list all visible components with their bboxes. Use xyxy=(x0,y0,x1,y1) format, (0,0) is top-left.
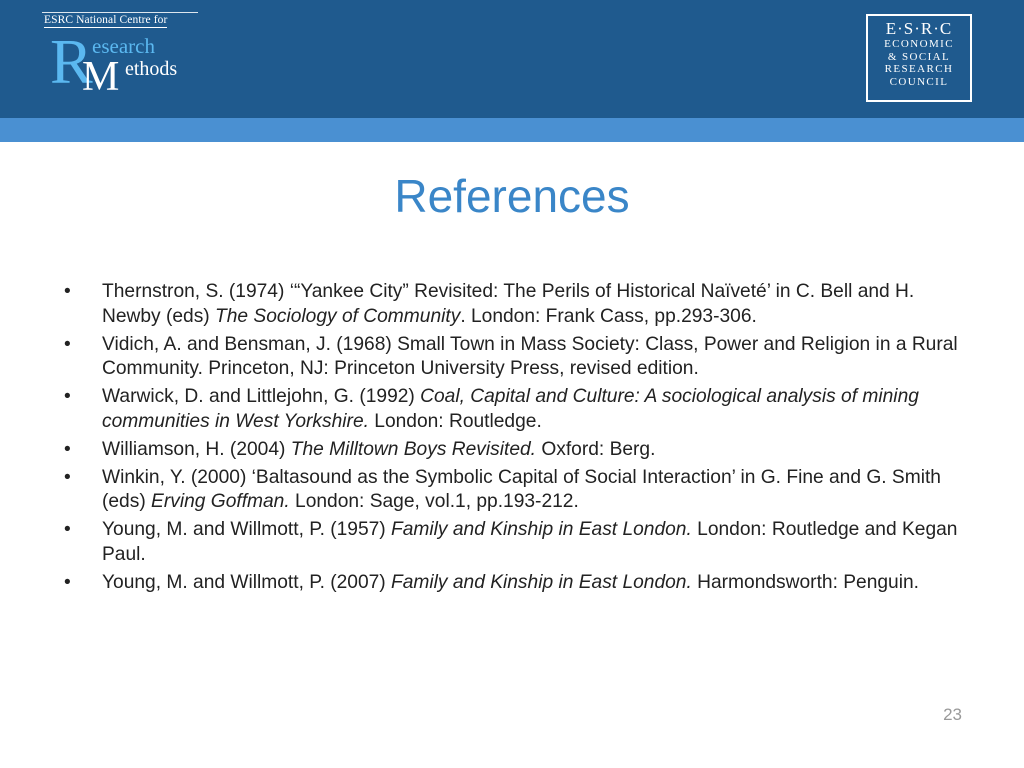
header-stripe xyxy=(0,118,1024,142)
reference-text: Vidich, A. and Bensman, J. (1968) Small Town in Mass Society: Class, Power and Religion in a Rural Community. Princeton, NJ: Princeton University Press, revised edition. xyxy=(102,333,958,379)
reference-text: Young, M. and Willmott, P. (1957) xyxy=(102,519,392,540)
reference-item xyxy=(64,280,966,329)
reference-item xyxy=(64,571,966,596)
ncrm-logo-m: M xyxy=(82,54,120,100)
ncrm-logo xyxy=(42,12,202,102)
reference-item xyxy=(64,333,966,382)
reference-text: Thernstron, S. (1974) ‘“Yankee City” Revisited: The Perils of Historical Naïveté’ in C. Bell and H. Newby (eds) xyxy=(102,281,915,327)
bullet-marker: • xyxy=(64,571,71,593)
bullet-marker: • xyxy=(64,281,71,302)
bullet-marker: • xyxy=(64,466,71,488)
slide-title: References xyxy=(394,170,630,222)
reference-text: Williamson, H. (2004) xyxy=(102,438,291,460)
reference-publisher: London: Routledge. xyxy=(368,410,542,432)
esrc-logo-line-2: & SOCIAL xyxy=(887,50,951,63)
reference-text: Young, M. and Willmott, P. (2007) xyxy=(102,571,392,593)
esrc-logo-line-4: COUNCIL xyxy=(889,75,949,88)
esrc-logo-line-3: RESEARCH xyxy=(884,63,954,75)
reference-text: Winkin, Y. (2000) ‘Baltasound as the Symbolic Capital of Social Interaction’ in G. Fine and G. Smith (eds) xyxy=(102,466,941,512)
ncrm-logo-rule xyxy=(42,12,198,13)
page-number: 23 xyxy=(943,705,962,724)
esrc-logo-abbr: E·S·R·C xyxy=(885,19,953,38)
reference-publisher: . London: Frank Cass, pp.293-306. xyxy=(460,305,757,327)
reference-publisher: London: Sage, vol.1, pp.193-212. xyxy=(289,491,579,512)
bullet-marker: • xyxy=(64,519,71,540)
ncrm-logo-caption: ESRC National Centre for xyxy=(44,14,168,26)
reference-title: The Milltown Boys Revisited. xyxy=(290,438,536,460)
ncrm-logo-r: R xyxy=(50,26,93,97)
reference-title: Family and Kinship in East London. xyxy=(391,571,692,593)
ncrm-logo-word-methods: ethods xyxy=(125,58,178,80)
reference-title: Family and Kinship in East London. xyxy=(391,519,692,540)
reference-title: Coal, Capital and Culture: A sociological analysis of mining communities in West Yorkshire. xyxy=(102,386,919,432)
reference-item xyxy=(64,438,966,463)
reference-item xyxy=(64,385,966,434)
reference-text: Warwick, D. and Littlejohn, G. (1992) xyxy=(102,386,421,407)
reference-publisher: London: Routledge and Kegan Paul. xyxy=(102,519,958,565)
esrc-logo-line-1: ECONOMIC xyxy=(884,38,954,50)
reference-item xyxy=(64,518,966,567)
bullet-marker: • xyxy=(64,333,71,355)
reference-item xyxy=(64,466,966,515)
reference-publisher: Harmondsworth: Penguin. xyxy=(691,571,919,593)
esrc-logo xyxy=(866,14,972,102)
reference-publisher: Oxford: Berg. xyxy=(536,438,656,460)
reference-title: Erving Goffman. xyxy=(151,491,290,512)
ncrm-logo-word-research: esearch xyxy=(92,34,155,58)
reference-title: The Sociology of Community xyxy=(215,305,461,327)
bullet-marker: • xyxy=(64,386,71,407)
reference-list xyxy=(64,280,966,599)
bullet-marker: • xyxy=(64,438,71,460)
